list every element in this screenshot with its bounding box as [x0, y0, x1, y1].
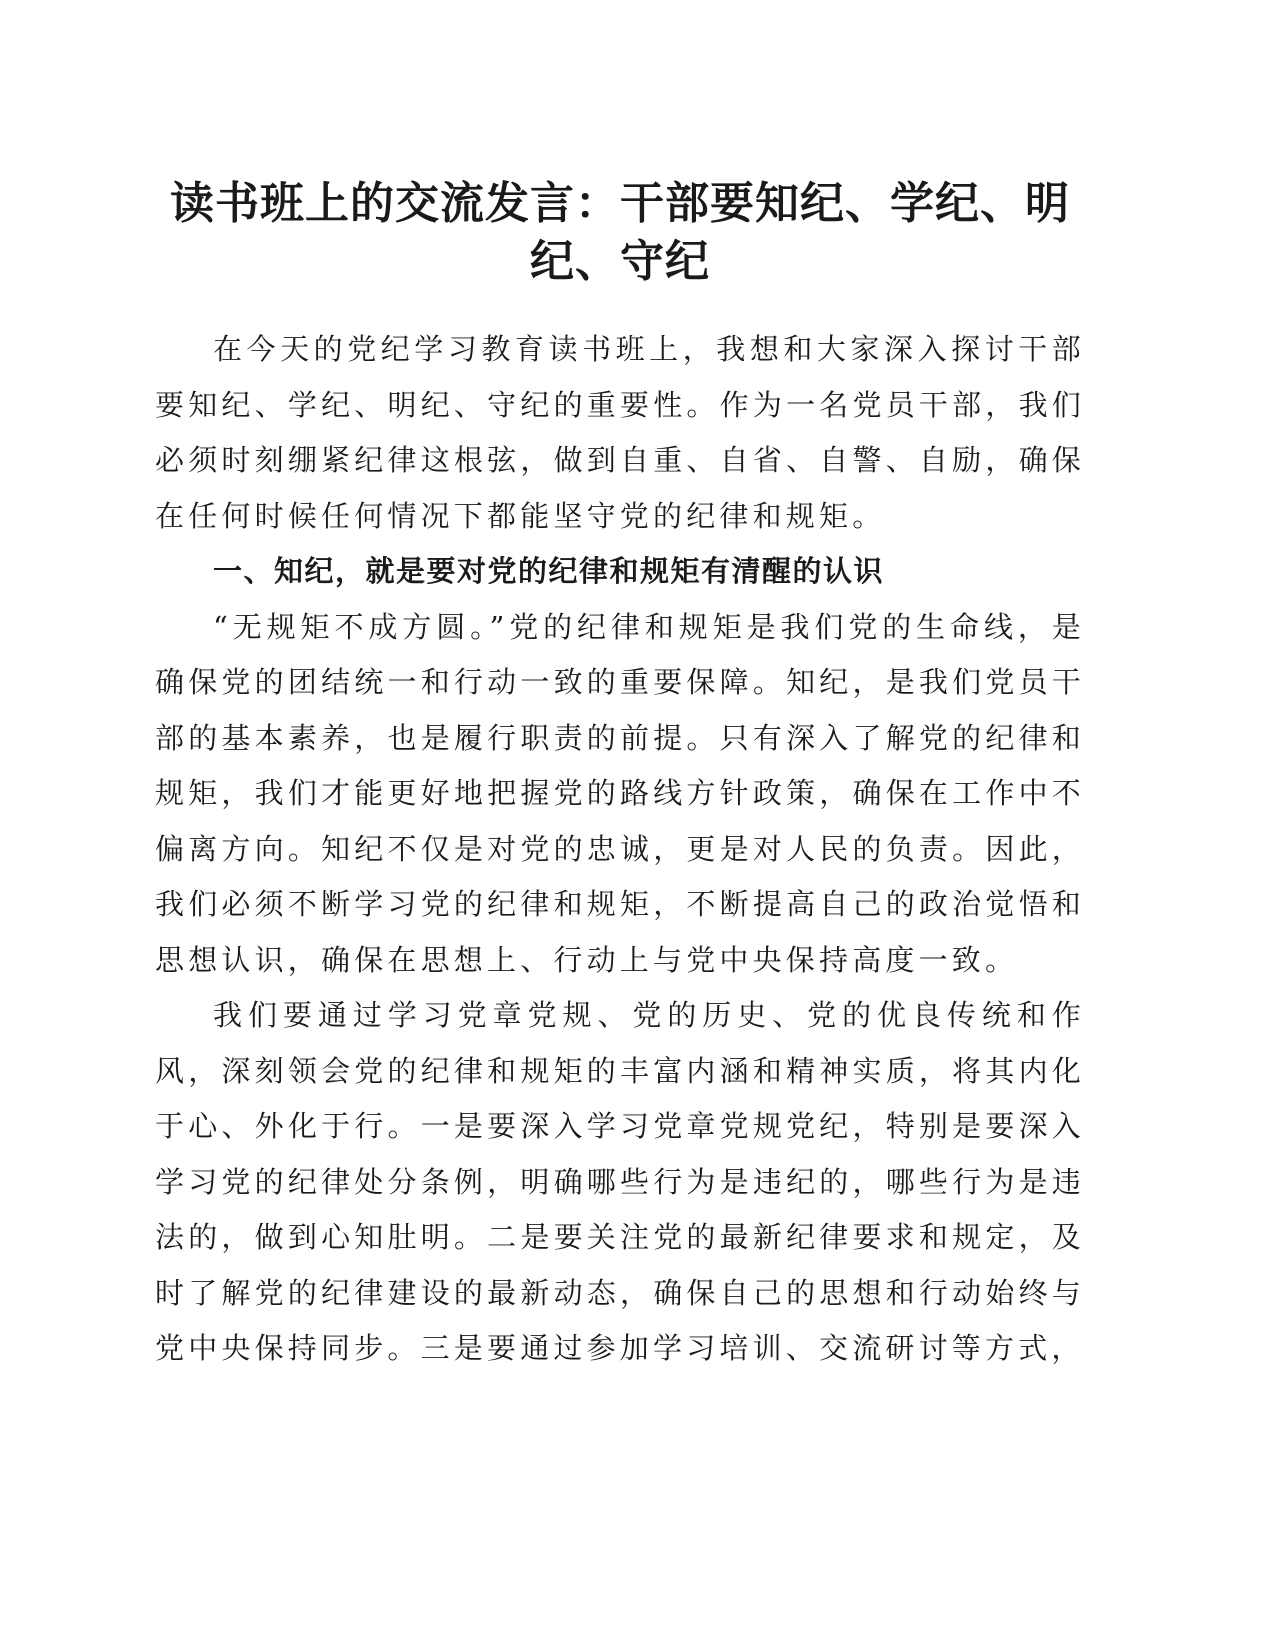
document-title: 读书班上的交流发言：干部要知纪、学纪、明纪、守纪 — [170, 178, 1070, 287]
document-body — [155, 322, 1085, 1377]
body-paragraph: “无规矩不成方圆。”党的纪律和规矩是我们党的生命线，是确保党的团结统一和行动一致的重要保障。知纪，是我们党员干部的基本素养，也是履行职责的前提。只有深入了解党的纪律和规矩，我们才能更好地把握党的路线方针政策，确保在工作中不偏离方向。知纪不仅是对党的忠诚，更是对人民的负责。因此，我们必须不断学习党的纪律和规矩，不断提高自己的政治觉悟和思想认识，确保在思想上、行动上与党中央保持高度一致。 — [155, 609, 1085, 977]
intro-paragraph: 在今天的党纪学习教育读书班上，我想和大家深入探讨干部要知纪、学纪、明纪、守纪的重要性。作为一名党员干部，我们必须时刻绷紧纪律这根弦，做到自重、自省、自警、自励，确保在任何时候任何情况下都能坚守党的纪律和规矩。 — [155, 332, 1085, 533]
section-heading-1: 一、知纪，就是要对党的纪律和规矩有清醒的认识 — [213, 554, 885, 588]
body-paragraph: 我们要通过学习党章党规、党的历史、党的优良传统和作风，深刻领会党的纪律和规矩的丰富内涵和精神实质，将其内化于心、外化于行。一是要深入学习党章党规党纪，特别是要深入学习党的纪律处分条例，明确哪些行为是违纪的，哪些行为是违法的，做到心知肚明。二是要关注党的最新纪律要求和规定，及时了解党的纪律建设的最新动态，确保自己的思想和行动始终与党中央保持同步。三是要通过参加学习培训、交流研讨等方式， — [155, 998, 1085, 1365]
